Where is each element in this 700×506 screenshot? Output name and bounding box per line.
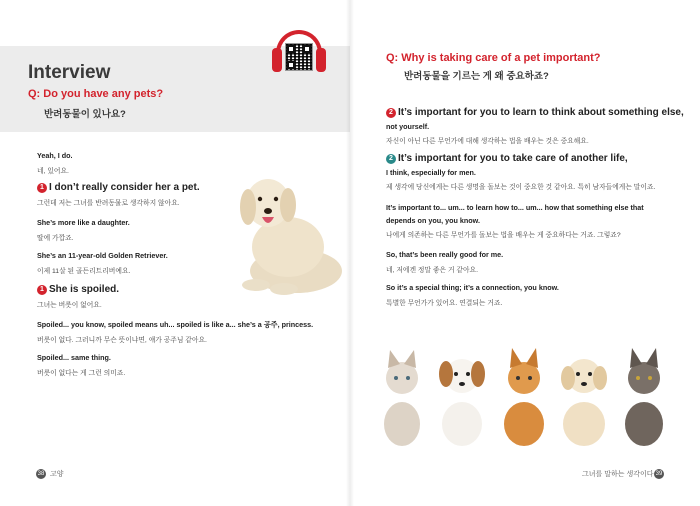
line-text: I don’t really consider her a pet. <box>49 182 200 193</box>
english-line <box>386 283 559 292</box>
key-sentence-line <box>386 153 628 164</box>
korean-translation-line <box>386 297 502 307</box>
english-line <box>37 353 111 362</box>
line-text: 버릇이 없다는 게 그런 의미죠. <box>37 370 126 377</box>
english-line <box>386 168 476 177</box>
qr-code[interactable] <box>285 43 313 71</box>
headphones-cup-right <box>316 48 326 72</box>
number-badge: 2 <box>386 108 396 118</box>
key-sentence-line <box>37 182 200 193</box>
line-text: She’s more like a daughter. <box>37 218 130 227</box>
line-text: Spoiled... same thing. <box>37 353 111 362</box>
line-text: I think, especially for men. <box>386 168 476 177</box>
line-text: depends on you, you know. <box>386 216 480 225</box>
footer-text: 고양 <box>50 471 64 478</box>
line-text: So, that’s been really good for me. <box>386 250 504 259</box>
page-number: 38 <box>37 471 45 477</box>
english-line <box>386 216 480 225</box>
korean-translation-line <box>37 334 207 344</box>
english-line <box>386 122 429 131</box>
right-page <box>350 0 700 506</box>
korean-translation-line <box>37 197 180 207</box>
korean-translation-line <box>386 181 655 191</box>
english-line <box>37 320 313 330</box>
page-title: Interview <box>28 62 111 83</box>
line-text: 네, 있어요. <box>37 168 69 175</box>
line-text: She is spoiled. <box>49 284 120 295</box>
korean-translation-line <box>386 264 478 274</box>
qr-finder <box>287 45 295 53</box>
english-line <box>386 203 644 212</box>
qr-finder <box>303 45 311 53</box>
line-text: It’s important to... um... to learn how to... um... how that something else that <box>386 203 644 212</box>
korean-translation-line <box>37 299 102 309</box>
line-text: 나에게 의존하는 다른 무언가를 돌보는 법을 배우는 게 중요하다는 거죠. 그렇죠? <box>386 232 621 239</box>
headphones-cup-left <box>272 48 282 72</box>
pets-lineup-image <box>372 344 672 448</box>
korean-translation-line <box>37 265 130 275</box>
line-text: 버릇이 없다. 그러니까 무슨 뜻이냐면, 얘가 공주님 같아요. <box>37 337 207 344</box>
english-line <box>37 251 168 260</box>
line-text: 이제 11살 된 골든리트리버예요. <box>37 268 131 275</box>
line-text: 그런데 저는 그녀를 반려동물로 생각하지 않아요. <box>37 200 180 207</box>
line-text: not yourself. <box>386 122 430 131</box>
number-badge: 1 <box>37 285 47 295</box>
line-text: 자신이 아닌 다른 무언가에 대해 생각하는 법을 배우는 것은 중요해요. <box>386 138 589 145</box>
qr-finder <box>287 61 295 69</box>
line-text: Yeah, I do. <box>37 151 73 160</box>
korean-translation-line <box>37 165 69 175</box>
headphones-qr-icon[interactable] <box>270 30 328 78</box>
line-text: Spoiled... you know, spoiled means uh... spoiled is like a... she’s a 공주, princess. <box>37 320 314 329</box>
question-ko: 반려동물이 있나요? <box>44 109 126 120</box>
key-sentence-line <box>386 107 684 118</box>
korean-translation-line <box>386 135 589 145</box>
golden-retriever-image <box>228 163 348 303</box>
question-en: Q: Do you have any pets? <box>28 88 164 100</box>
question-ko: 반려동물을 기르는 게 왜 중요하죠? <box>404 71 549 82</box>
korean-translation-line <box>386 229 621 239</box>
number-badge: 1 <box>37 183 47 193</box>
page-number: 39 <box>655 471 663 477</box>
line-text: 그녀는 버릇이 없어요. <box>37 302 102 309</box>
line-text: It’s important for you to learn to think about something else, <box>398 107 684 118</box>
line-text: 네, 저에겐 정말 좋은 거 같아요. <box>386 267 479 274</box>
korean-translation-line <box>37 367 125 377</box>
line-text: She’s an 11-year-old Golden Retriever. <box>37 251 168 260</box>
line-text: 특별한 무언가가 있어요. 연결되는 거죠. <box>386 300 503 307</box>
footer-text: 그녀를 말하는 생각이다 <box>582 471 654 478</box>
question-en: Q: Why is taking care of a pet important? <box>386 52 601 64</box>
korean-translation-line <box>37 232 74 242</box>
line-text: It’s important for you to take care of another life, <box>398 153 628 164</box>
line-text: So it’s a special thing; it’s a connection, you know. <box>386 283 559 292</box>
english-line <box>37 218 130 227</box>
line-text: 딸에 가깝죠. <box>37 235 74 242</box>
number-badge: 2 <box>386 154 396 164</box>
english-line <box>37 151 73 160</box>
english-line <box>386 250 503 259</box>
key-sentence-line <box>37 284 119 295</box>
line-text: 제 생각에 당신에게는 다른 생명을 돌보는 것이 중요한 것 같아요. 특히 남자들에게는 말이죠. <box>386 184 656 191</box>
